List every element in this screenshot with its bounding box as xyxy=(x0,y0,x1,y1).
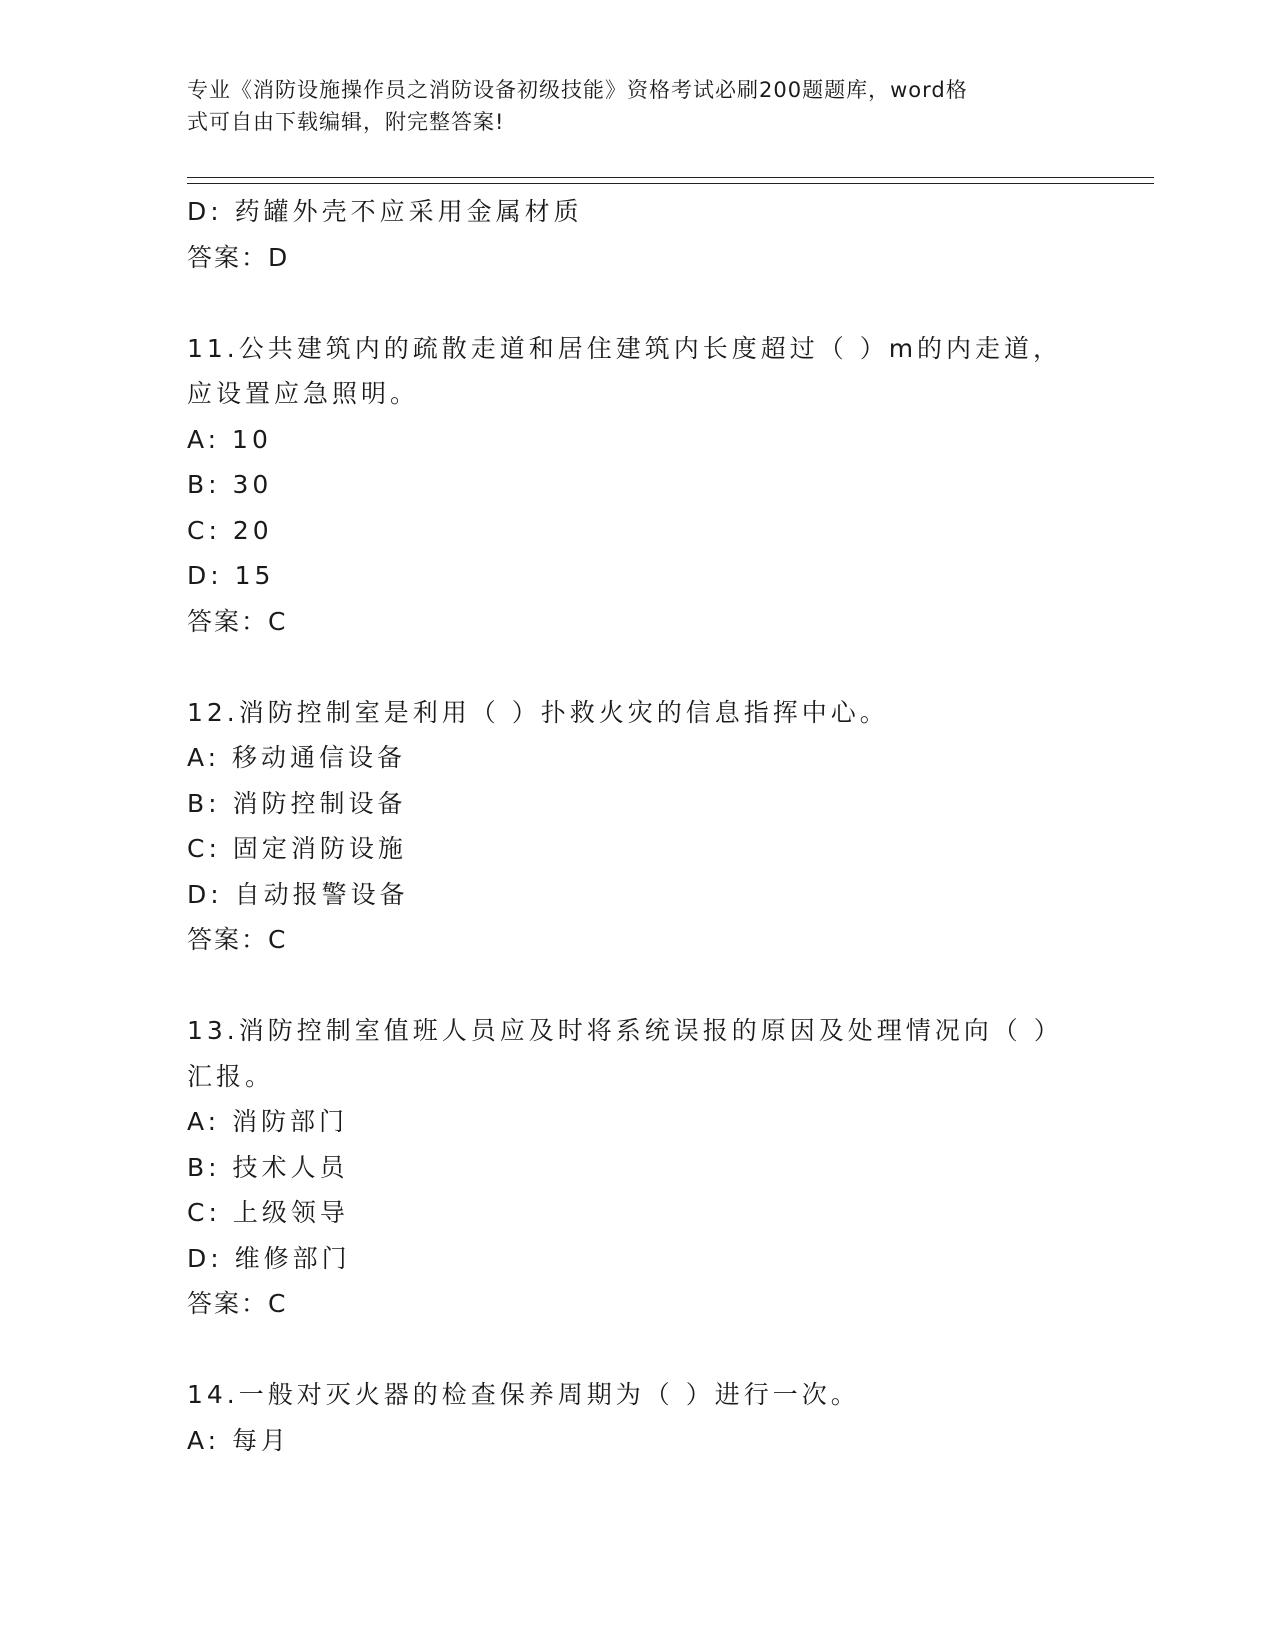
question-13-option-d: D: 维修部门 xyxy=(187,1243,351,1273)
question-14-stem: 14.一般对灭火器的检查保养周期为（ ）进行一次。 xyxy=(187,1380,860,1409)
header-divider-bottom xyxy=(187,183,1154,184)
question-12-option-c: C: 固定消防设施 xyxy=(187,834,407,863)
question-list xyxy=(187,189,1087,1463)
question-13-option-a: A: 消防部门 xyxy=(187,1107,349,1136)
question-13-option-c: C: 上级领导 xyxy=(187,1198,349,1227)
question-11-option-c: C: 20 xyxy=(187,515,273,545)
question-11-answer: 答案：C xyxy=(187,606,288,636)
option-d: D: 药罐外壳不应采用金属材质 xyxy=(187,197,583,226)
question-12-stem: 12.消防控制室是利用（ ）扑救火灾的信息指挥中心。 xyxy=(187,697,889,727)
question-11-option-d: D: 15 xyxy=(187,561,275,590)
header-divider-top xyxy=(187,177,1154,178)
question-13-stem: 13.消防控制室值班人员应及时将系统误报的原因及处理情况向（ ） xyxy=(187,1016,1063,1045)
question-11-option-b: B: 30 xyxy=(187,470,273,499)
question-12-option-b: B: 消防控制设备 xyxy=(187,788,407,818)
question-11-stem-cont: 应设置应急照明。 xyxy=(187,379,420,408)
question-11-option-a: A: 10 xyxy=(187,424,272,454)
question-13-stem-cont: 汇报。 xyxy=(187,1061,275,1091)
question-12-option-a: A: 移动通信设备 xyxy=(187,743,407,772)
question-11-stem: 11.公共建筑内的疏散走道和居住建筑内长度超过（ ）m的内走道， xyxy=(187,333,1063,363)
header-line-2: 式可自由下载编辑，附完整答案! xyxy=(187,110,505,134)
question-12-answer: 答案：C xyxy=(187,925,288,954)
question-13-option-b: B: 技术人员 xyxy=(187,1152,349,1182)
answer-label: 答案：D xyxy=(187,242,290,272)
header-line-1: 专业《消防设施操作员之消防设备初级技能》资格考试必刷200题题库，word格 xyxy=(187,78,968,102)
question-13-answer: 答案：C xyxy=(187,1289,288,1318)
document-header xyxy=(187,74,1067,138)
question-14-option-a: A: 每月 xyxy=(187,1425,291,1455)
question-12-option-d: D: 自动报警设备 xyxy=(187,879,409,909)
